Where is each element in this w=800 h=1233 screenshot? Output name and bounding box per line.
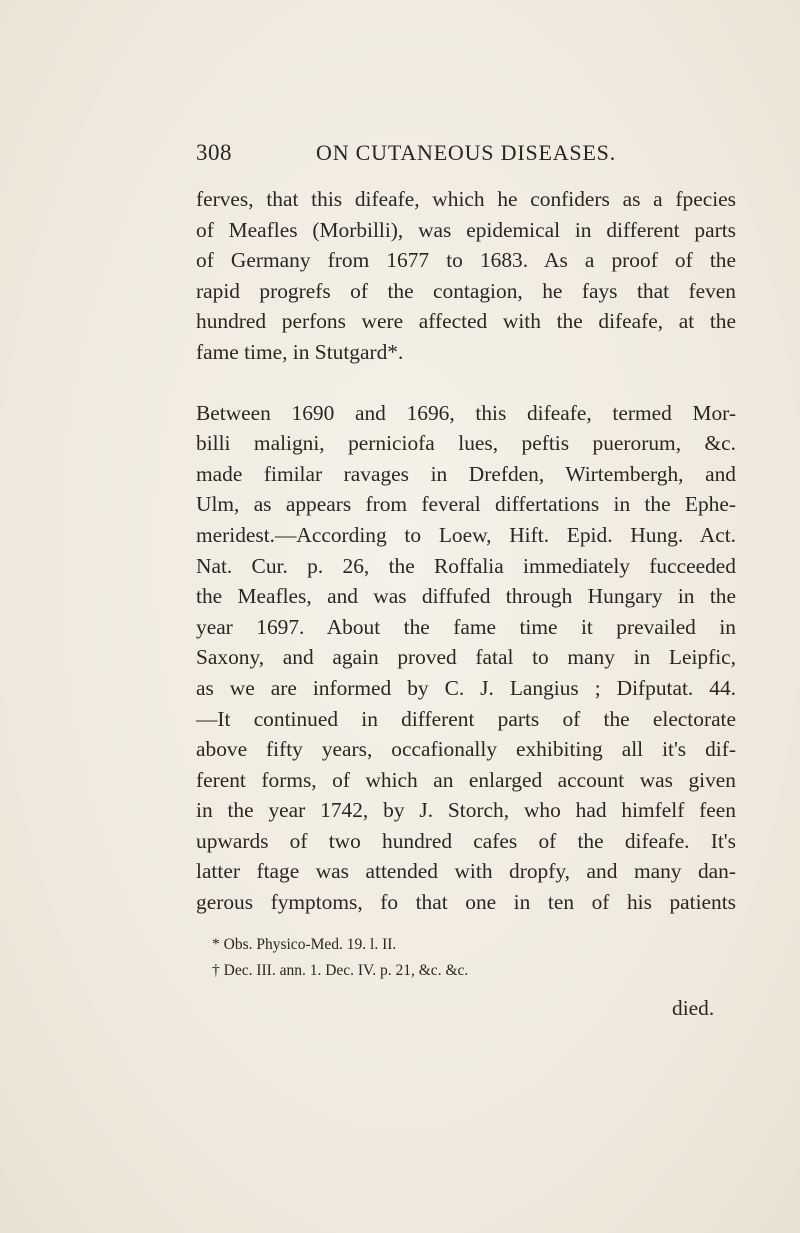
- footnotes: [212, 932, 732, 984]
- paragraph: [196, 184, 736, 368]
- text-line: year 1697. About the fame time it prevailed in: [196, 614, 736, 639]
- text-line: Ulm, as appears from feveral differtations in the Ephe-: [196, 492, 736, 517]
- body-text: [196, 184, 736, 918]
- text-line: fame time, in Stutgard*.: [196, 339, 404, 364]
- text-line: of Meafles (Morbilli), was epidemical in different parts: [196, 217, 736, 242]
- text-line: —It continued in different parts of the electorate: [196, 706, 736, 731]
- text-line: billi maligni, perniciofa lues, peftis puerorum, &c.: [196, 431, 736, 456]
- text-line: Between 1690 and 1696, this difeafe, termed Mor-: [196, 400, 736, 425]
- text-line: latter ftage was attended with dropfy, and many dan-: [196, 859, 736, 884]
- text-line: gerous fymptoms, fo that one in ten of his patients: [196, 890, 736, 915]
- text-line: hundred perfons were affected with the difeafe, at the: [196, 309, 736, 334]
- text-line: in the year 1742, by J. Storch, who had himfelf feen: [196, 798, 736, 823]
- text-line: as we are informed by C. J. Langius ; Difputat. 44.: [196, 675, 736, 700]
- text-line: upwards of two hundred cafes of the difeafe. It's: [196, 828, 736, 853]
- text-line: of Germany from 1677 to 1683. As a proof of the: [196, 248, 736, 273]
- paragraph: [196, 398, 736, 918]
- text-line: Saxony, and again proved fatal to many in Leipfic,: [196, 645, 736, 670]
- text-line: above fifty years, occafionally exhibiting all it's dif-: [196, 737, 736, 762]
- page-header: [196, 140, 636, 172]
- page-number: 308: [196, 140, 232, 165]
- catchword: died.: [672, 996, 715, 1020]
- text-line: the Meafles, and was diffufed through Hungary in the: [196, 584, 736, 609]
- footnote: † Dec. III. ann. 1. Dec. IV. p. 21, &c. &c.: [212, 962, 469, 979]
- text-line: Nat. Cur. p. 26, the Roffalia immediately fucceeded: [196, 553, 736, 578]
- text-line: meridest.—According to Loew, Hift. Epid. Hung. Act.: [196, 522, 736, 547]
- text-line: rapid progrefs of the contagion, he fays that feven: [196, 278, 736, 303]
- text-line: ferent forms, of which an enlarged account was given: [196, 767, 736, 792]
- footnote: * Obs. Physico-Med. 19. l. II.: [212, 936, 397, 953]
- running-head: ON CUTANEOUS DISEASES.: [316, 140, 617, 165]
- text-line: ferves, that this difeafe, which he confiders as a fpecies: [196, 187, 736, 211]
- text-line: made fimilar ravages in Drefden, Wirtembergh, and: [196, 461, 736, 486]
